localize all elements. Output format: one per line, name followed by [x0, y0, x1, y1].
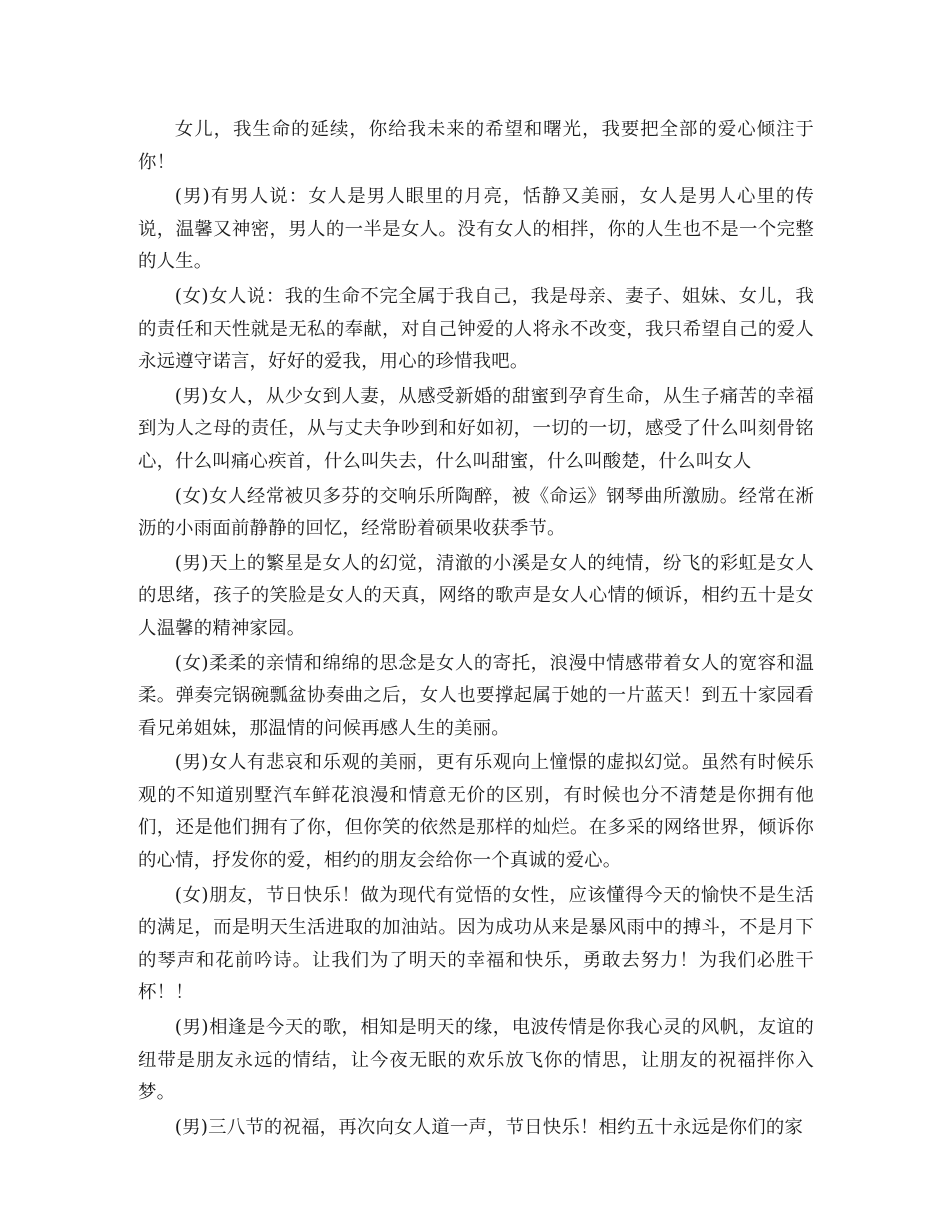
paragraph-8: (男)女人有悲哀和乐观的美丽，更有乐观向上憧憬的虚拟幻觉。虽然有时候乐观的不知道别墅汽车鲜花浪漫和情意无价的区别，有时候也分不清楚是你拥有他们，还是他们拥有了你，但你笑的依然是那样的灿烂。在多采的网络世界，倾诉你的心情，抒发你的爱，相约的朋友会给你一个真诚的爱心。 [138, 752, 814, 872]
paragraph-3: (女)女人说：我的生命不完全属于我自己，我是母亲、妻子、姐妹、女儿，我的责任和天性就是无私的奉献，对自己钟爱的人将永不改变，我只希望自己的爱人永远遵守诺言，好好的爱我，用心的珍惜我吧。 [138, 285, 814, 373]
paragraph-10: (男)相逢是今天的歌，相知是明天的缘，电波传情是你我心灵的风帆，友谊的纽带是朋友永远的情结，让今夜无眠的欢乐放飞你的情思，让朋友的祝福拌你入梦。 [138, 1017, 814, 1104]
paragraph-1: 女儿，我生命的延续，你给我未来的希望和曙光，我要把全部的爱心倾注于你！ [138, 119, 814, 173]
paragraph-4: (男)女人，从少女到人妻，从感受新婚的甜蜜到孕育生命，从生子痛苦的幸福到为人之母的责任，从与丈夫争吵到和好如初，一切的一切，感受了什么叫刻骨铭心，什么叫痛心疾首，什么叫失去，什么叫甜蜜，什么叫酸楚，什么叫女人 [138, 385, 814, 472]
paragraph-9: (女)朋友，节日快乐！做为现代有觉悟的女性，应该懂得今天的愉快不是生活的满足，而是明天生活进取的加油站。因为成功从来是暴风雨中的搏斗，不是月下的琴声和花前吟诗。让我们为了明天的幸福和快乐，勇敢去努力！为我们必胜干杯！！ [138, 884, 814, 1004]
paragraph-5: (女)女人经常被贝多芬的交响乐所陶醉，被《命运》钢琴曲所激励。经常在淅沥的小雨面前静静的回忆，经常盼着硕果收获季节。 [138, 485, 814, 540]
document-page [138, 114, 814, 1146]
paragraph-6: (男)天上的繁星是女人的幻觉，清澈的小溪是女人的纯情，纷飞的彩虹是女人的思绪，孩子的笑脸是女人的天真，网络的歌声是女人心情的倾诉，相约五十是女人温馨的精神家园。 [138, 552, 814, 639]
paragraph-2: (男)有男人说：女人是男人眼里的月亮，恬静又美丽，女人是男人心里的传说，温馨又神密，男人的一半是女人。没有女人的相拌，你的人生也不是一个完整的人生。 [138, 186, 814, 273]
paragraph-11: (男)三八节的祝福，再次向女人道一声，节日快乐！相约五十永远是你们的家 [174, 1116, 804, 1138]
paragraph-7: (女)柔柔的亲情和绵绵的思念是女人的寄托，浪漫中情感带着女人的宽容和温柔。弹奏完锅碗瓢盆协奏曲之后，女人也要撑起属于她的一片蓝天！到五十家园看看兄弟姐妹，那温情的问候再感人生的美丽。 [138, 652, 814, 739]
